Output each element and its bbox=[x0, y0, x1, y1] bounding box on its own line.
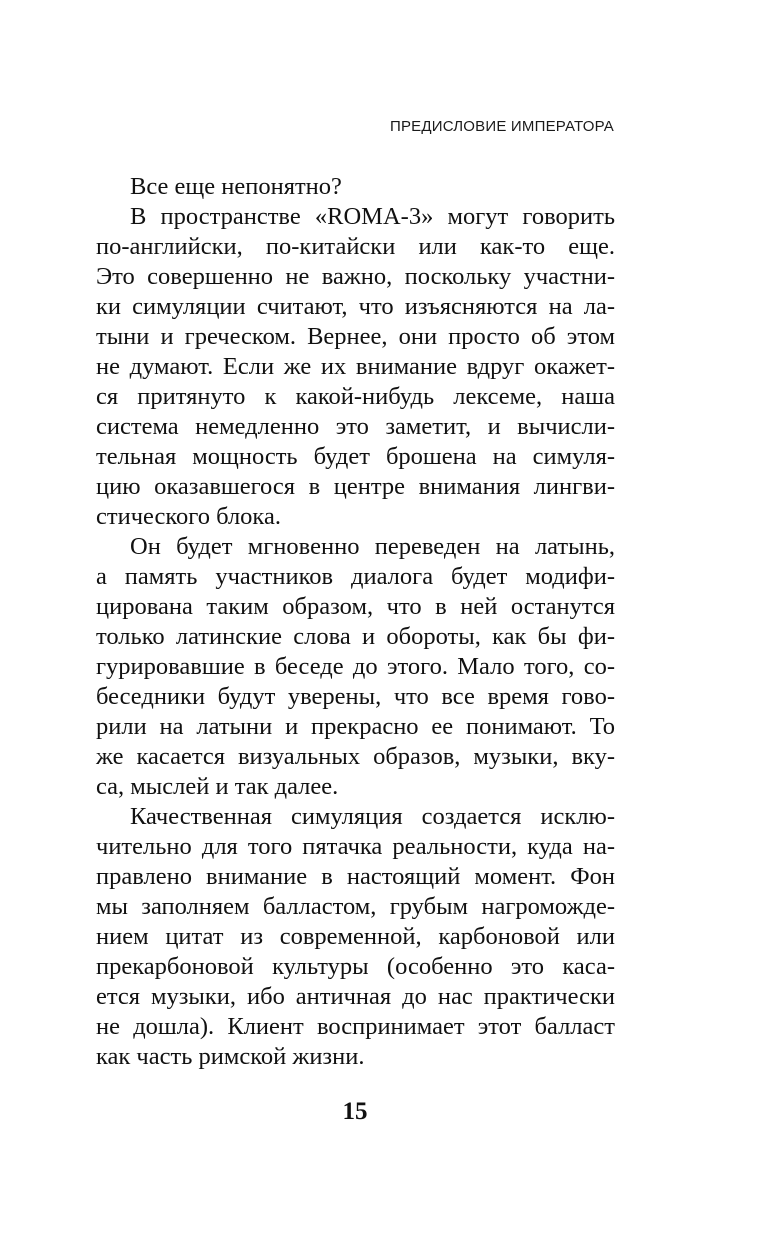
text-line: Он будет мгновенно переведен на латынь, bbox=[130, 533, 615, 560]
text-line: цию оказавшегося в центре внимания лингви- bbox=[96, 473, 615, 500]
text-line: ся притянуто к какой-нибудь лексеме, наша bbox=[96, 383, 615, 410]
text-line: нием цитат из современной, карбоновой или bbox=[96, 923, 615, 950]
body-text bbox=[96, 172, 615, 1072]
paragraph bbox=[96, 172, 615, 202]
text-line: как часть римской жизни. bbox=[96, 1043, 365, 1070]
paragraph bbox=[96, 532, 615, 802]
text-line: только латинские слова и обороты, как бы фи- bbox=[96, 623, 615, 650]
text-line: прекарбоновой культуры (особенно это каса- bbox=[96, 953, 615, 980]
text-line: ется музыки, ибо античная до нас практически bbox=[96, 983, 615, 1010]
text-line: Качественная симуляция создается исклю- bbox=[130, 803, 615, 830]
text-line: система немедленно это заметит, и вычисли- bbox=[96, 413, 615, 440]
text-line: тельная мощность будет брошена на симуля- bbox=[96, 443, 615, 470]
text-line: чительно для того пятачка реальности, куда на- bbox=[96, 833, 615, 860]
text-line: не думают. Если же их внимание вдруг окажет- bbox=[96, 353, 615, 380]
paragraph bbox=[96, 202, 615, 532]
text-line: цирована таким образом, что в ней останутся bbox=[96, 593, 615, 620]
text-line: не дошла). Клиент воспринимает этот балласт bbox=[96, 1013, 615, 1040]
text-line: В пространстве «ROMA-3» могут говорить bbox=[130, 203, 615, 230]
text-line: же касается визуальных образов, музыки, вку- bbox=[96, 743, 615, 770]
text-line: стического блока. bbox=[96, 503, 281, 530]
text-line: са, мыслей и так далее. bbox=[96, 773, 339, 800]
running-head: ПРЕДИСЛОВИЕ ИМПЕРАТОРА bbox=[390, 118, 614, 135]
text-line: Это совершенно не важно, поскольку участни- bbox=[96, 263, 615, 290]
text-line: Все еще непонятно? bbox=[130, 173, 342, 200]
paragraph bbox=[96, 802, 615, 1072]
text-line: мы заполняем балластом, грубым нагроможде- bbox=[96, 893, 615, 920]
text-line: беседники будут уверены, что все время гово- bbox=[96, 683, 615, 710]
text-line: ки симуляции считают, что изъясняются на ла- bbox=[96, 293, 615, 320]
text-line: гурировавшие в беседе до этого. Мало того, со- bbox=[96, 653, 615, 680]
text-line: по-английски, по-китайски или как-то еще. bbox=[96, 233, 615, 260]
text-line: тыни и греческом. Вернее, они просто об этом bbox=[96, 323, 615, 350]
text-line: а память участников диалога будет модифи- bbox=[96, 563, 615, 590]
text-line: правлено внимание в настоящий момент. Фон bbox=[96, 863, 615, 890]
page-number: 15 bbox=[342, 1098, 368, 1125]
text-line: рили на латыни и прекрасно ее понимают. То bbox=[96, 713, 615, 740]
